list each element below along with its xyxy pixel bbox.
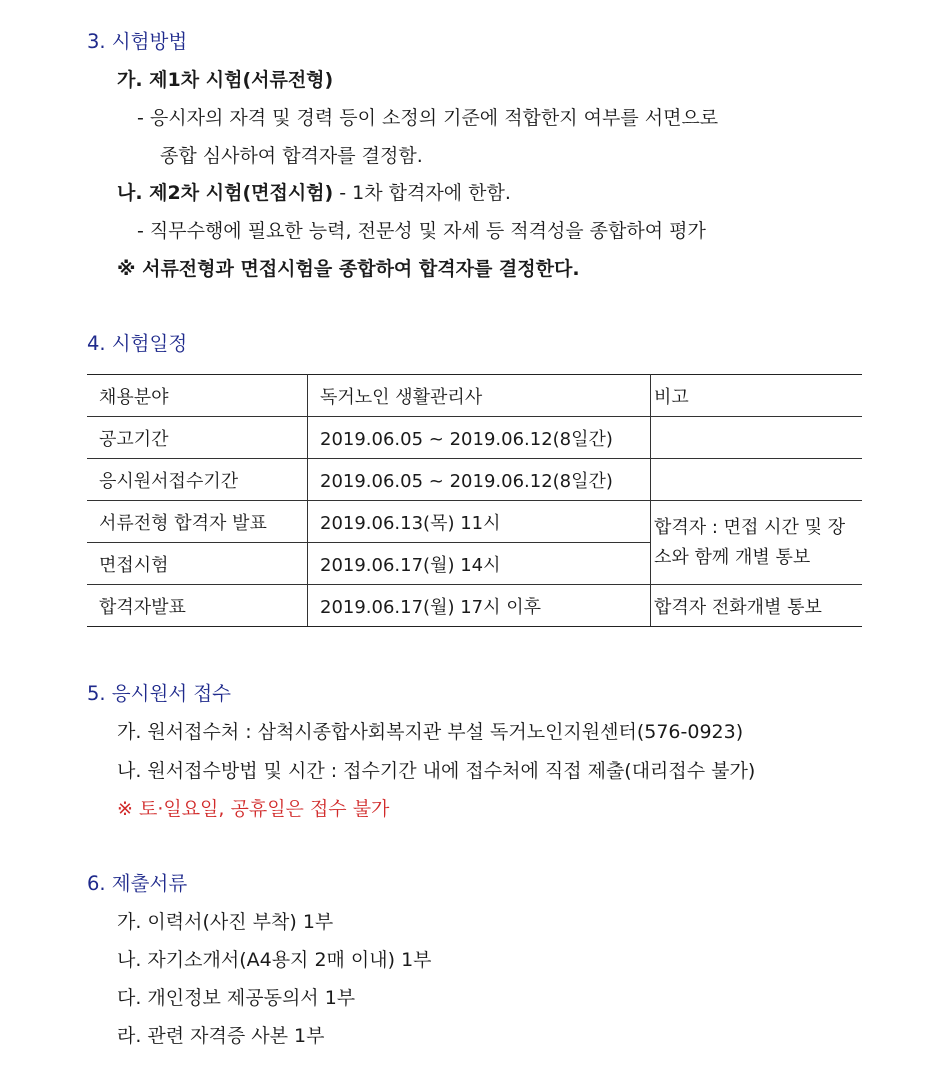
section-3-heading: 3. 시험방법 [87, 30, 188, 53]
header-cell-field: 채용분야 [87, 375, 308, 417]
table-row [87, 417, 862, 459]
table-cell: 서류전형 합격자 발표 [87, 501, 308, 543]
table-cell: 합격자발표 [87, 585, 308, 627]
header-cell-remarks: 비고 [651, 375, 863, 417]
document-item: 가. 이력서(사진 부착) 1부 [117, 911, 334, 933]
second-exam-title: 나. 제2차 시험(면접시험) [117, 182, 334, 204]
table-cell: 2019.06.05 ~ 2019.06.12(8일간) [308, 459, 651, 501]
table-cell: 2019.06.17(월) 14시 [308, 543, 651, 585]
section-5-note: ※ 토·일요일, 공휴일은 접수 불가 [117, 798, 390, 820]
section-4-heading: 4. 시험일정 [87, 332, 188, 355]
table-header-row [87, 375, 862, 417]
second-exam-line [117, 181, 511, 205]
header-cell-job: 독거노인 생활관리사 [308, 375, 651, 417]
table-cell: 응시원서접수기간 [87, 459, 308, 501]
first-exam-title: 가. 제1차 시험(서류전형) [117, 69, 334, 91]
exam-schedule-table [87, 374, 862, 627]
second-exam-desc: - 직무수행에 필요한 능력, 전문성 및 자세 등 적격성을 종합하여 평가 [137, 220, 706, 242]
table-cell: 2019.06.13(목) 11시 [308, 501, 651, 543]
first-exam-desc-line2: 종합 심사하여 합격자를 결정함. [160, 145, 423, 167]
document-item: 라. 관련 자격증 사본 1부 [117, 1025, 325, 1047]
table-cell: 2019.06.17(월) 17시 이후 [308, 585, 651, 627]
second-exam-suffix: - 1차 합격자에 한함. [333, 182, 511, 204]
table-cell [651, 417, 863, 459]
table-cell: 2019.06.05 ~ 2019.06.12(8일간) [308, 417, 651, 459]
section-5-heading: 5. 응시원서 접수 [87, 682, 232, 705]
table-cell [651, 459, 863, 501]
table-cell-remark-merged: 합격자 : 면접 시간 및 장소와 함께 개별 통보 [651, 501, 863, 585]
application-place: 가. 원서접수처 : 삼척시종합사회복지관 부설 독거노인지원센터(576-0923) [117, 721, 744, 743]
table-cell: 합격자 전화개별 통보 [651, 585, 863, 627]
section-3-note: ※ 서류전형과 면접시험을 종합하여 합격자를 결정한다. [117, 258, 580, 280]
first-exam-desc-line1: - 응시자의 자격 및 경력 등이 소정의 기준에 적합한지 여부를 서면으로 [137, 107, 719, 129]
application-method: 나. 원서접수방법 및 시간 : 접수기간 내에 접수처에 직접 제출(대리접수 불가) [117, 760, 756, 782]
table-cell: 면접시험 [87, 543, 308, 585]
document-item: 나. 자기소개서(A4용지 2매 이내) 1부 [117, 949, 432, 971]
table-cell: 공고기간 [87, 417, 308, 459]
table-row [87, 585, 862, 627]
section-6-heading: 6. 제출서류 [87, 872, 188, 895]
table-row [87, 501, 862, 543]
table-row [87, 459, 862, 501]
document-item: 다. 개인정보 제공동의서 1부 [117, 987, 356, 1009]
